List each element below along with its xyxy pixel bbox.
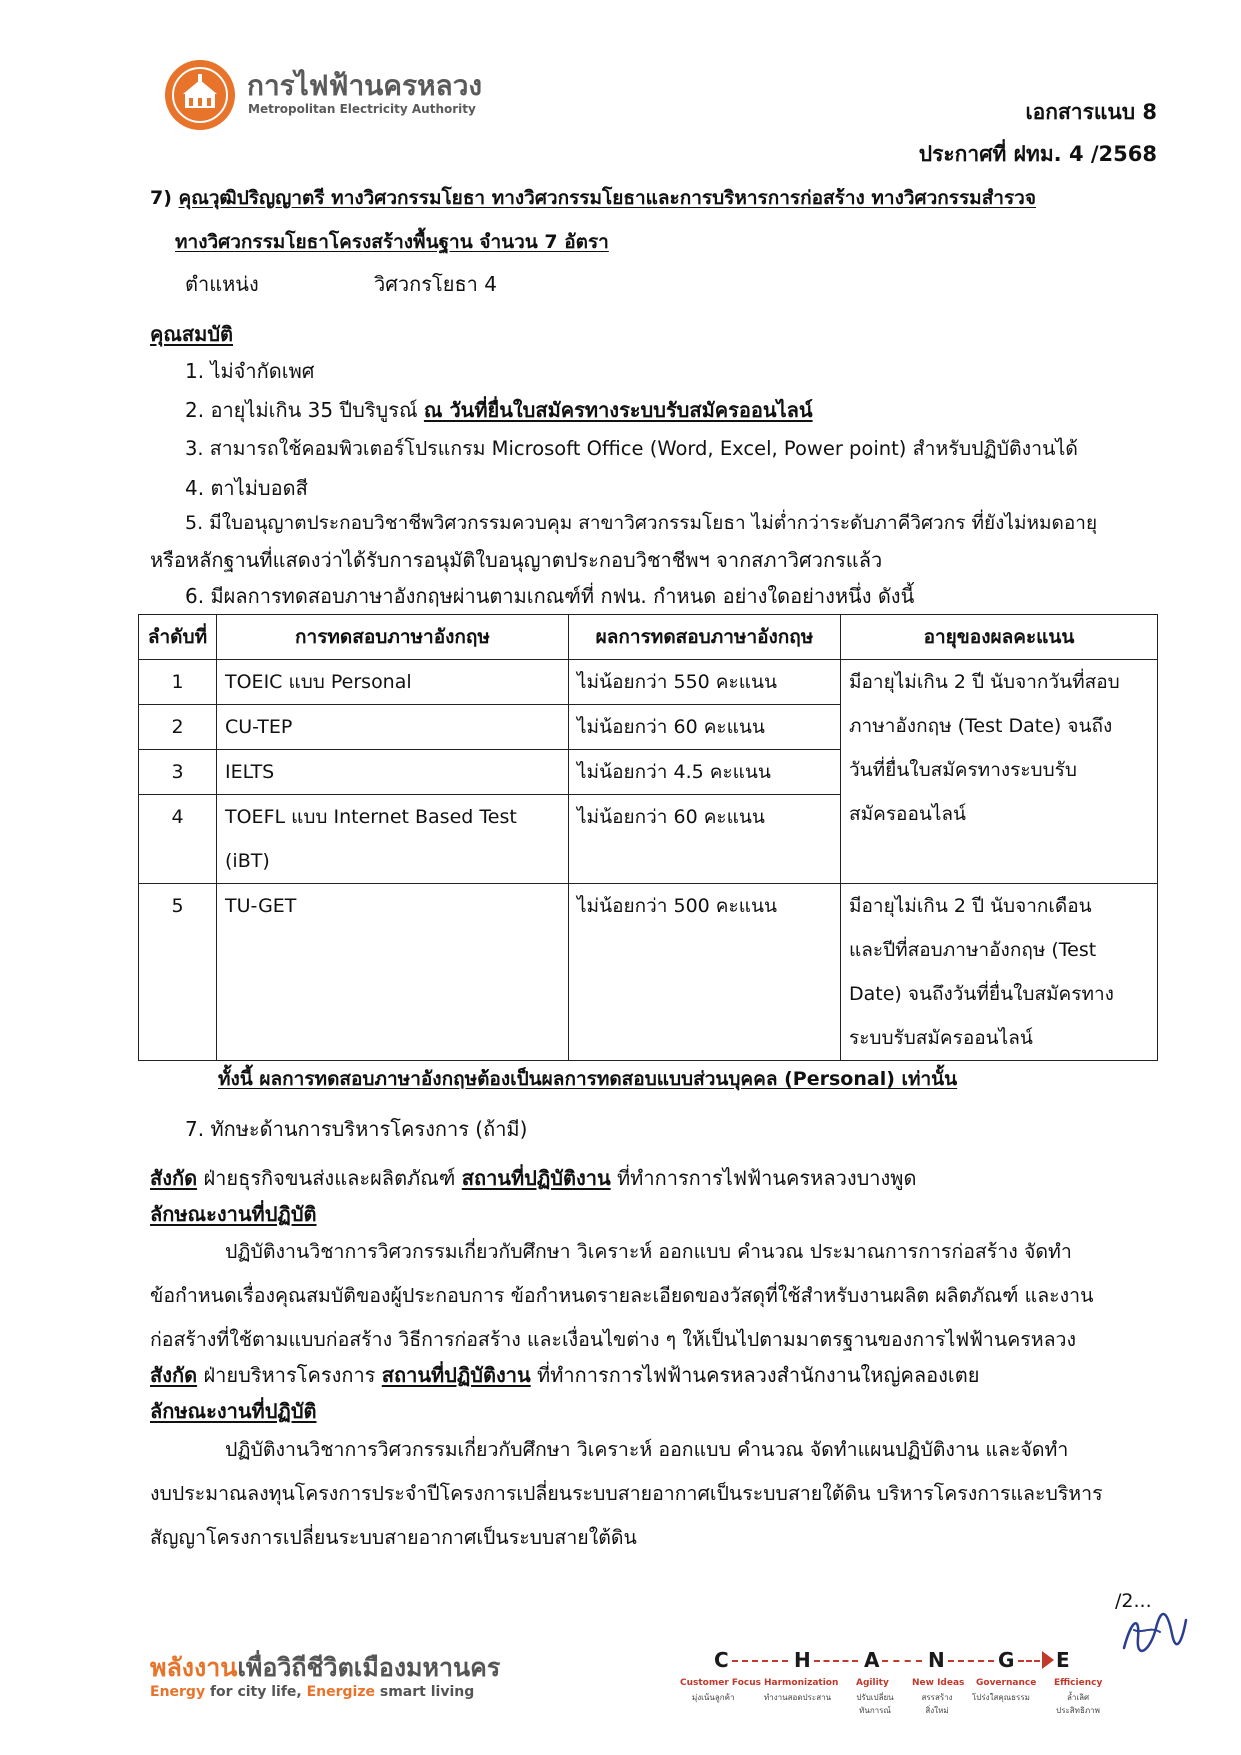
row-test: CU-TEP [217,705,569,750]
change-letter-n: N [928,1648,945,1672]
section-title-line2: ทางวิศวกรรมโยธาโครงสร้างพื้นฐาน จำนวน 7 อัตรา [175,231,609,253]
duty-line: ปฏิบัติงานวิชาการวิศวกรรมเกี่ยวกับศึกษา วิเคราะห์ ออกแบบ คำนวณ ประมาณการการก่อสร้าง จัดทำ [225,1240,1072,1263]
page-continuation: /2... [1115,1590,1152,1612]
mea-emblem-icon [165,60,235,130]
validity-line: วันที่ยื่นใบสมัครทางระบบรับ [849,759,1077,781]
change-title: New Ideas [912,1678,965,1688]
validity-line: Date) จนถึงวันที่ยื่นใบสมัครทาง [849,983,1114,1005]
change-title: Customer Focus [680,1678,761,1688]
duty-line: ก่อสร้างที่ใช้ตามแบบก่อสร้าง วิธีการก่อสร้าง และเงื่อนไขต่าง ๆ ให้เป็นไปตามมาตรฐานของการไฟฟ้านครหลวง [150,1328,1077,1351]
qualification-item-2 [185,394,813,426]
validity-line: และปีที่สอบภาษาอังกฤษ (Test [849,939,1097,961]
position-label: ตำแหน่ง [185,272,259,296]
change-title: Governance [976,1678,1037,1688]
change-dash [948,1660,994,1662]
slogan-en-part: smart living [375,1684,475,1700]
duty-line: ปฏิบัติงานวิชาการวิศวกรรมเกี่ยวกับศึกษา วิเคราะห์ ออกแบบ คำนวณ จัดทำแผนปฏิบัติงาน และจัดทำ [225,1438,1069,1461]
org-name-en: Metropolitan Electricity Authority [248,102,476,116]
affiliation-label: สังกัด [150,1363,198,1387]
announcement-number: ประกาศที่ ฝทม. 4 /2568 [918,142,1157,166]
slogan-en [150,1684,474,1700]
row-test: IELTS [217,750,569,795]
table-header-row [139,615,1158,660]
slogan-en-part: for city life, [205,1684,307,1700]
assignment-2-affiliation [150,1359,979,1391]
affiliation-value: ฝ่ายบริหารโครงการ [203,1363,376,1387]
qualification-item-3: 3. สามารถใช้คอมพิวเตอร์โปรแกรม Microsoft Office (Word, Excel, Power point) สำหรับปฏิบัติงานได้ [185,437,1078,460]
assignment-2-duties [150,1428,1150,1560]
row-no: 5 [139,884,217,1061]
validity-line: ระบบรับสมัครออนไลน์ [849,1027,1033,1049]
change-dash [1018,1660,1040,1662]
location-label: สถานที่ปฏิบัติงาน [461,1166,611,1190]
row-score: ไม่น้อยกว่า 500 คะแนน [569,884,841,1061]
english-test-table [138,614,1158,1061]
validity-row-5 [841,884,1158,1061]
col-header-validity: อายุของผลคะแนน [841,615,1158,660]
row-no: 4 [139,795,217,884]
change-letter-h: H [794,1648,811,1672]
location-value: ที่ทำการการไฟฟ้านครหลวงสำนักงานใหญ่คลองเตย [537,1363,980,1387]
section-title-line1: คุณวุฒิปริญญาตรี ทางวิศวกรรมโยธา ทางวิศวกรรมโยธาและการบริหารการก่อสร้าง ทางวิศวกรรมสำรวจ [178,187,1036,209]
change-letter-e: E [1056,1648,1070,1672]
change-title: Harmonization [764,1678,839,1688]
duty-line: ข้อกำหนดเรื่องคุณสมบัติของผู้ประกอบการ ข้อกำหนดรายละเอียดของวัสดุที่ใช้สำหรับงานผลิต ผลิตภัณฑ์ และงาน [150,1284,1094,1307]
row-test-line: (iBT) [225,850,270,872]
row-test: TU-GET [217,884,569,1061]
slogan-en-part: Energize [306,1684,376,1700]
assignment-1-duty-heading: ลักษณะงานที่ปฏิบัติ [150,1202,317,1226]
arrow-right-icon [1042,1651,1054,1669]
row-score: ไม่น้อยกว่า 60 คะแนน [569,705,841,750]
change-sub: สรรสร้าง สิ่งใหม่ [921,1693,953,1715]
change-dash [814,1660,858,1662]
table-row [139,660,1158,705]
qualification-item-6: 6. มีผลการทดสอบภาษาอังกฤษผ่านตามเกณฑ์ที่ กฟน. กำหนด อย่างใดอย่างหนึ่ง ดังนี้ [185,584,915,608]
slogan-th [150,1648,500,1688]
slogan-th-accent: พลังงาน [150,1653,238,1682]
col-header-no: ลำดับที่ [139,615,217,660]
col-header-test: การทดสอบภาษาอังกฤษ [217,615,569,660]
duty-line: งบประมาณลงทุนโครงการประจำปีโครงการเปลี่ยนระบบสายอากาศเป็นระบบสายใต้ดิน บริหารโครงการและบริหาร [150,1482,1103,1505]
change-sub: โปร่งใสคุณธรรม [972,1693,1030,1702]
slogan-th-rest: เพื่อวิถีชีวิตเมืองมหานคร [237,1653,501,1682]
qualification-item-2-emphasis: ณ วันที่ยื่นใบสมัครทางระบบรับสมัครออนไลน์ [423,398,813,422]
validity-line: มีอายุไม่เกิน 2 ปี นับจากวันที่สอบ [849,671,1120,693]
change-sub: มุ่งเน้นลูกค้า [692,1693,735,1702]
qualification-item-5: 5. มีใบอนุญาตประกอบวิชาชีพวิศวกรรมควบคุม สาขาวิศวกรรมโยธา ไม่ต่ำกว่าระดับภาคีวิศวกร ที่ยังไม่หมดอายุ [185,512,1098,534]
location-value: ที่ทำการการไฟฟ้านครหลวงบางพูด [617,1166,917,1190]
change-title: Efficiency [1054,1678,1103,1688]
change-values-banner [680,1648,1120,1718]
row-score: ไม่น้อยกว่า 4.5 คะแนน [569,750,841,795]
row-test-line: TOEFL แบบ Internet Based Test [225,806,517,828]
change-letter-c: C [714,1648,729,1672]
row-score: ไม่น้อยกว่า 550 คะแนน [569,660,841,705]
row-no: 2 [139,705,217,750]
location-label: สถานที่ปฏิบัติงาน [381,1363,531,1387]
row-score: ไม่น้อยกว่า 60 คะแนน [569,795,841,884]
duty-line: สัญญาโครงการเปลี่ยนระบบสายอากาศเป็นระบบสายใต้ดิน [150,1526,637,1549]
assignment-2-duty-heading: ลักษณะงานที่ปฏิบัติ [150,1399,317,1423]
assignment-1-duties [150,1230,1150,1362]
row-no: 1 [139,660,217,705]
affiliation-label: สังกัด [150,1166,198,1190]
qualification-item-5-cont: หรือหลักฐานที่แสดงว่าได้รับการอนุมัติใบอนุญาตประกอบวิชาชีพฯ จากสภาวิศวกรแล้ว [150,548,883,572]
attachment-label: เอกสารแนบ 8 [1025,100,1157,124]
validity-line: มีอายุไม่เกิน 2 ปี นับจากเดือน [849,895,1092,917]
position-value: วิศวกรโยธา 4 [374,272,497,296]
slogan-en-part: Energy [150,1684,206,1700]
qualification-item-7: 7. ทักษะด้านการบริหารโครงการ (ถ้ามี) [185,1117,528,1141]
assignment-1-affiliation [150,1162,916,1194]
table-note: ทั้งนี้ ผลการทดสอบภาษาอังกฤษต้องเป็นผลการทดสอบแบบส่วนบุคคล (Personal) เท่านั้น [218,1068,958,1090]
org-name-th: การไฟฟ้านครหลวง [247,69,483,102]
qualification-item-2-text: 2. อายุไม่เกิน 35 ปีบริบูรณ์ [185,398,418,422]
validity-line: ภาษาอังกฤษ (Test Date) จนถึง [849,715,1113,737]
qualification-item-1: 1. ไม่จำกัดเพศ [185,359,315,383]
validity-line: สมัครออนไลน์ [849,803,967,825]
change-sub: ปรับเปลี่ยน ทันการณ์ [856,1693,894,1715]
change-letter-g: G [998,1648,1015,1672]
section-number: 7) [150,187,172,209]
change-title: Agility [856,1678,889,1688]
change-sub: ทำงานสอดประสาน [764,1693,832,1702]
validity-rows-1-4 [841,660,1158,884]
change-dash [732,1660,788,1662]
org-logo [165,60,483,130]
qualification-item-4: 4. ตาไม่บอดสี [185,476,308,500]
col-header-score: ผลการทดสอบภาษาอังกฤษ [569,615,841,660]
row-test: TOEIC แบบ Personal [217,660,569,705]
signature-initials [1120,1608,1190,1656]
table-row [139,884,1158,1061]
section-title [150,183,1036,213]
change-dash [882,1660,922,1662]
row-test [217,795,569,884]
affiliation-value: ฝ่ายธุรกิจขนส่งและผลิตภัณฑ์ [203,1166,456,1190]
qualifications-heading: คุณสมบัติ [150,322,234,346]
change-sub: ล้ำเลิศ ประสิทธิภาพ [1056,1693,1100,1715]
change-letter-a: A [864,1648,880,1672]
row-no: 3 [139,750,217,795]
